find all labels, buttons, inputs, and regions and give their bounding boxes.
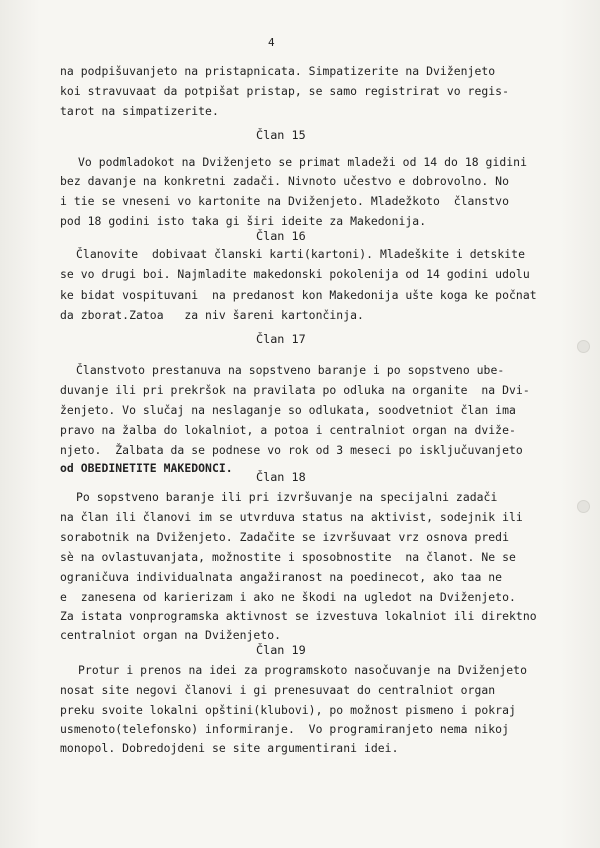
- text-line: nosat site negovi članovi i gi prenesuvaat do centralniot organ: [60, 683, 496, 697]
- text-line: njeto. Žalbata da se podnese vo rok od 3 meseci po isključuvanjeto: [60, 443, 523, 457]
- text-line: ženjeto. Vo slučaj na neslaganje so odlukata, soodvetniot član ima: [60, 403, 516, 417]
- punch-hole: [577, 500, 590, 513]
- article-heading: Član 17: [256, 332, 306, 346]
- text-line: Vo podmladokot na Dviženjeto se primat mladeži od 14 do 18 gidini: [78, 155, 528, 169]
- text-line: i tie se vneseni vo kartonite na Dviženjeto. Mladežkoto članstvo: [60, 194, 510, 208]
- article-heading: Član 15: [256, 128, 306, 142]
- text-line: Protur i prenos na idei za programskoto nasočuvanje na Dviženjeto: [78, 663, 528, 677]
- text-line: pod 18 godini isto taka gi širi ideite za Makedonija.: [60, 214, 427, 228]
- text-line: pravo na žalba do lokalniot, a potoa i centralniot organ na dviže-: [60, 423, 516, 437]
- page-number: 4: [268, 36, 275, 49]
- text-line: e zanesena od karierizam i ako ne škodi na ugledot na Dviženjeto.: [60, 590, 516, 604]
- text-line: usmenoto(telefonsko) informiranje. Vo programiranjeto nema nikoj: [60, 722, 510, 736]
- text-line: se vo drugi boi. Najmladite makedonski pokolenija od 14 godini udolu: [60, 267, 530, 281]
- article-heading: Član 19: [256, 643, 306, 657]
- text-line: ke bidat vospituvani na predanost kon Makedonija ušte koga ke počnat: [60, 288, 537, 302]
- text-line: sorabotnik na Dviženjeto. Zadačite se izvršuvaat vrz osnova predi: [60, 530, 510, 544]
- text-line: ograničuva individualnata angažiranost na poedinecot, ako taa ne: [60, 570, 503, 584]
- text-line: preku svoite lokalni opštini(klubovi), po možnost pismeno i pokraj: [60, 703, 516, 717]
- text-line: Članstvoto prestanuva na sopstveno baranje i po sopstveno ube-: [76, 363, 505, 377]
- text-line: na podpišuvanjeto na pristapnicata. Simpatizerite na Dviženjeto: [60, 64, 496, 78]
- article-heading: Član 16: [256, 229, 306, 243]
- text-line: da zborat.Zatoa za niv šareni kartončinja.: [60, 308, 364, 322]
- text-line: monopol. Dobredojdeni se site argumentirani idei.: [60, 741, 399, 755]
- article-heading: Član 18: [256, 470, 306, 484]
- text-line: centralniot organ na Dviženjeto.: [60, 628, 282, 642]
- text-line-bold: od OBEDINETITE MAKEDONCI.: [60, 461, 233, 475]
- text-line: bez davanje na konkretni zadači. Nivnoto učestvo e dobrovolno. No: [60, 174, 510, 188]
- text-line: duvanje ili pri prekršok na pravilata po odluka na organite na Dvi-: [60, 383, 530, 397]
- text-line: Za istata vonprogramska aktivnost se izvestuva lokalniot ili direktno: [60, 609, 537, 623]
- text-line: na član ili članovi im se utvrduva status na aktivist, sodejnik ili: [60, 510, 523, 524]
- text-line: koi stravuvaat da potpišat pristap, se samo registrirat vo regis-: [60, 84, 510, 98]
- text-line: Po sopstveno baranje ili pri izvršuvanje na specijalni zadači: [76, 490, 498, 504]
- text-line: tarot na simpatizerite.: [60, 104, 219, 118]
- text-line: Članovite dobivaat članski karti(kartoni). Mladeškite i detskite: [76, 247, 526, 261]
- punch-hole: [577, 340, 590, 353]
- text-line: sè na ovlastuvanjata, možnostite i sposobnostite na članot. Ne se: [60, 550, 516, 564]
